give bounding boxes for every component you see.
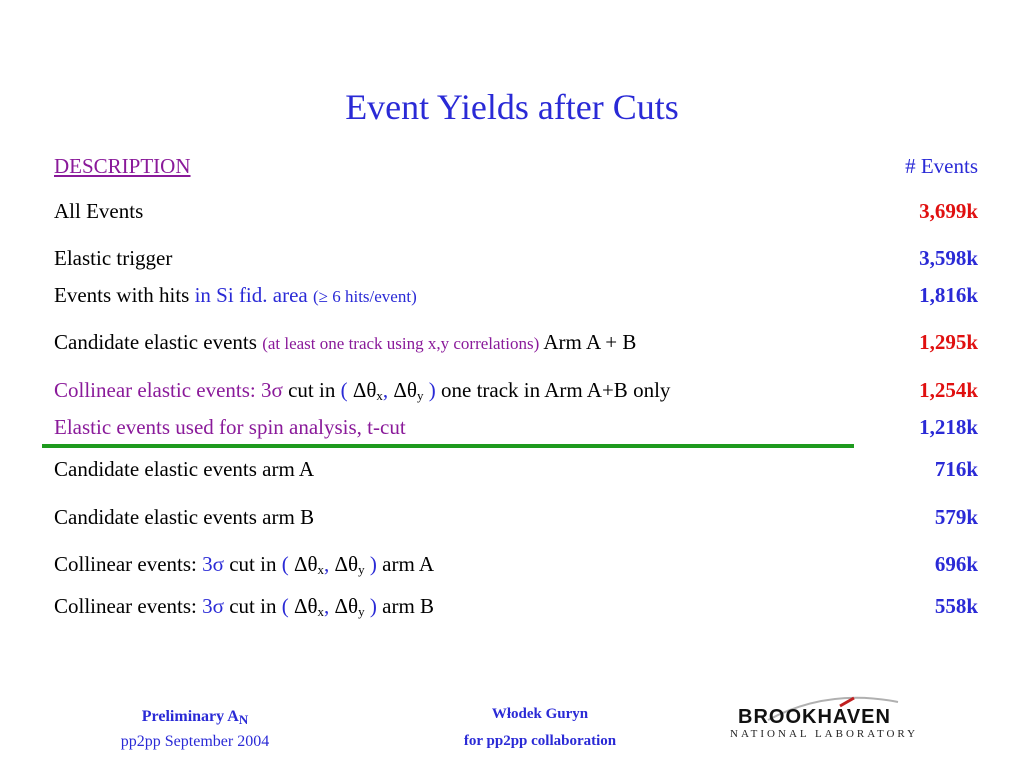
row-label-collinear-arm-a: Collinear events: 3σ cut in ( $\Delta\theta_x$, $\Delta\theta_y$ ) arm A	[54, 552, 435, 577]
row-label-all-events: All Events	[54, 199, 144, 223]
delta-theta-y: $\Delta\theta_y$	[334, 594, 365, 619]
delta-theta-x: $\Delta\theta_x$	[293, 594, 325, 619]
row-label-candidate-arm-a: Candidate elastic events arm A	[54, 457, 315, 481]
row-label-tail: one track in Arm A+B only	[441, 378, 671, 402]
row-value-candidate-arm-a: 716k	[934, 457, 978, 481]
row-value-collinear-arm-b: 558k	[934, 594, 978, 618]
row-value-candidate-arm-b: 579k	[934, 505, 978, 529]
row-label-candidate-elastic	[54, 330, 636, 355]
footer-collaboration: for pp2pp collaboration	[463, 733, 617, 749]
row-label-tail: arm B	[382, 594, 435, 618]
footer-preliminary: Preliminary $A_N$	[141, 708, 249, 727]
row-label-collinear-elastic: Collinear elastic events: 3σ cut in ( $\Delta\theta_x$, $\Delta\theta_y$ ) one track in Arm A+B only	[54, 378, 671, 403]
delta-theta-x: $\Delta\theta_x$	[352, 378, 383, 403]
paren-close: )	[428, 378, 436, 402]
row-label-collinear-arm-b: Collinear events: 3σ cut in ( $\Delta\theta_x$, $\Delta\theta_y$ ) arm B	[54, 594, 435, 619]
footer-author: Włodek Guryn	[491, 706, 589, 722]
description-header: DESCRIPTION	[54, 154, 191, 178]
row-value-candidate-elastic: 1,295k	[919, 330, 978, 354]
row-label-text: Events with hits	[54, 283, 190, 307]
row-value-collinear-arm-a: 696k	[934, 552, 978, 576]
events-header: # Events	[905, 154, 978, 178]
row-label-events-with-hits	[54, 283, 417, 308]
row-label-text: Collinear events:	[54, 594, 197, 618]
row-label-tail: arm A	[382, 552, 435, 576]
row-label-text: Collinear elastic events: 3σ	[54, 378, 283, 402]
row-label-mid: cut in	[229, 594, 277, 618]
logo-main-text: BROOKHAVEN	[738, 706, 891, 728]
footer-date: pp2pp September 2004	[120, 733, 270, 750]
paren-open: (	[340, 378, 348, 402]
row-label-tail: Arm A + B	[543, 330, 637, 354]
row-label-fid-area: in Si fid. area	[194, 283, 308, 307]
sigma-cut: 3σ	[202, 552, 224, 576]
row-label-text: Candidate elastic events	[54, 330, 257, 354]
row-label-hits-note: (≥ 6 hits/event)	[312, 287, 417, 306]
logo-sub-text: NATIONAL LABORATORY	[730, 728, 919, 740]
brookhaven-logo	[728, 694, 928, 744]
divider-line	[42, 444, 854, 448]
row-value-all-events: 3,699k	[919, 199, 978, 223]
row-label-mid: cut in	[288, 378, 336, 402]
row-value-elastic-trigger: 3,598k	[919, 246, 978, 270]
row-label-mid: cut in	[229, 552, 277, 576]
row-label-correlation-note: (at least one track using x,y correlations)	[262, 334, 540, 353]
slide-title: Event Yields after Cuts	[345, 87, 679, 127]
row-label-spin-analysis: Elastic events used for spin analysis, t-cut	[54, 415, 406, 439]
delta-theta-y: $\Delta\theta_y$	[393, 378, 424, 403]
row-label-candidate-arm-b: Candidate elastic events arm B	[54, 505, 315, 529]
row-label-text: Collinear events:	[54, 552, 197, 576]
delta-theta-x: $\Delta\theta_x$	[293, 552, 325, 577]
row-label-elastic-trigger: Elastic trigger	[54, 246, 173, 270]
sigma-cut: 3σ	[202, 594, 224, 618]
delta-theta-y: $\Delta\theta_y$	[334, 552, 365, 577]
row-value-collinear-elastic: 1,254k	[919, 378, 978, 402]
row-value-events-with-hits: 1,816k	[919, 283, 978, 307]
row-value-spin-analysis: 1,218k	[919, 415, 978, 439]
